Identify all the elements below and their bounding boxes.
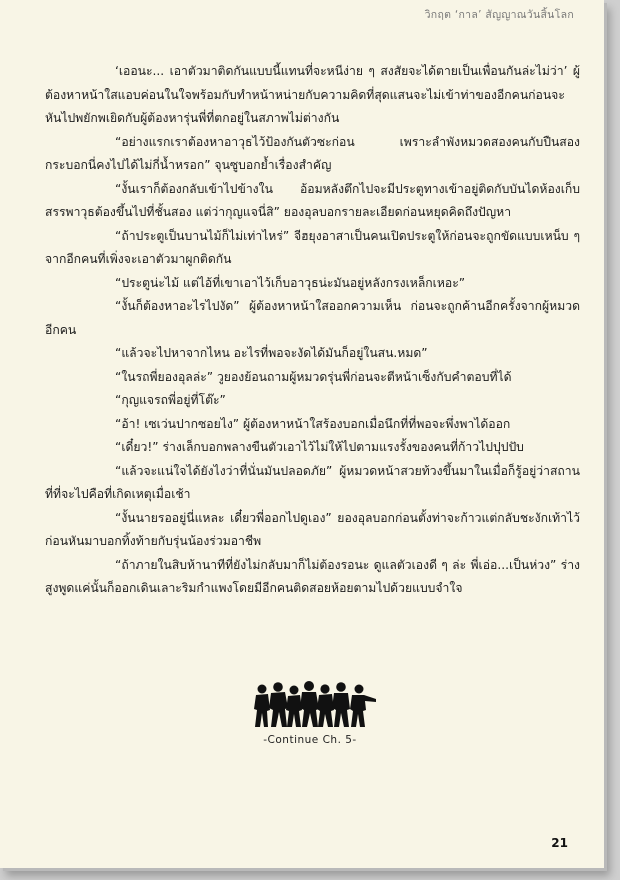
paragraph: “งั้นเราก็ต้องกลับเข้าไปข้างใน อ้อมหลังตึกไปจะมีประตูทางเข้าอยู่ติดกับบันไดห้องเก็บสรรพาวุธต้องขึ้นไปที่ชั้นสอง แต่ว่ากุญแจนี่สิ” ยองอุลบอกรายละเอียดก่อนหยุดคิดถึงปัญหา xyxy=(45,181,580,219)
paragraph: “ในรถพี่ยองอุลล่ะ” วูยองย้อนถามผู้หมวดรุ่นพี่ก่อนจะตีหน้าเซ็งกับคำตอบที่ได้ xyxy=(115,369,512,384)
paragraph: “งั้นนายรออยู่นี่แหละ เดี๋ยวพี่ออกไปดูเอง” ยองอุลบอกก่อนตั้งท่าจะก้าวแต่กลับชะงักเท้าไว้ก่อนหันมาบอกทิ้งท้ายกับรุ่นน้องร่วมอาชีพ xyxy=(45,510,580,548)
paragraph: “อ้า! เซเว่นปากซอยไง” ผู้ต้องหาหน้าใสร้องบอกเมื่อนึกที่ที่พอจะพึ่งพาได้ออก xyxy=(115,416,511,431)
paragraph: “ถ้าประตูเป็นบานไม้ก็ไม่เท่าไหร่” จีฮยุงอาสาเป็นคนเปิดประตูให้ก่อนจะถูกขัดแบบเหน็บ ๆ จากอีกคนที่เพิ่งจะเอาตัวมาผูกติดกัน xyxy=(45,228,580,266)
paragraph: ‘เออนะ... เอาตัวมาติดกันแบบนี้แทนที่จะหนีง่าย ๆ สงสัยจะได้ตายเป็นเพื่อนกันล่ะไม่ว่า’ ผู้ต้องหาหน้าใสแอบค่อนในใจพร้อมกับทำหน้าหน่ายกับความคิดที่สุดแสนจะไม่เข้าท่าของอีกคนก่อนจะหันไปพยักพเยิดกับผู้ต้องหารุ่นพี่ที่ตกอยู่ในสภาพไม่ต่างกัน xyxy=(45,64,580,125)
story-text xyxy=(45,60,580,601)
paragraph: “ประตูน่ะไม้ แต่ไอ้ที่เขาเอาไว้เก็บอาวุธน่ะมันอยู่หลังกรงเหล็กเหอะ” xyxy=(115,275,466,290)
paragraph: “อย่างแรกเราต้องหาอาวุธไว้ป้องกันตัวซะก่อน เพราะลำพังหมวดสองคนกับปืนสองกระบอกนี่คงไปได้ไม่กี่น้ำหรอก” จุนซูบอกย้ำเรื่องสำคัญ xyxy=(45,134,580,172)
continue-note: -Continue Ch. 5- xyxy=(263,734,357,746)
paragraph: “แล้วจะแน่ใจได้ยังไงว่าที่นั่นมันปลอดภัย” ผู้หมวดหน้าสวยท้วงขึ้นมาในเมื่อก็รู้อยู่ว่าสถานที่ที่จะไปคือที่เกิดเหตุเมื่อเช้า xyxy=(45,463,580,501)
paragraph: “ถ้าภายในสิบห้านาทีที่ยังไม่กลับมาก็ไม่ต้องรอนะ ดูแลตัวเองดี ๆ ล่ะ พี่เอ่อ...เป็นห่วง” ร่างสูงพูดแค่นั้นก็ออกเดินเลาะริมกำแพงโดยมีอีกคนติดสอยห้อยตามไปด้วยแบบจำใจ xyxy=(45,557,580,595)
paragraph: “แล้วจะไปหาจากไหน อะไรที่พอจะงัดได้มันก็อยู่ในสน.หมด” xyxy=(115,346,428,360)
paragraph: “เดี๋ยว!” ร่างเล็กบอกพลางขืนตัวเอาไว้ไม่ให้ไปตามแรงรั้งของคนที่ก้าวไปปุปปับ xyxy=(115,440,524,454)
paragraph: “งั้นก็ต้องหาอะไรไปงัด” ผู้ต้องหาหน้าใสออกความเห็น ก่อนจะถูกค้านอีกครั้งจากผู้หมวดอีกคน xyxy=(45,299,580,337)
paragraph: “กุญแจรถพี่อยู่ที่โต๊ะ” xyxy=(115,393,226,407)
running-header: วิกฤต ‘กาล’ สัญญาณวันสิ้นโลก xyxy=(424,9,574,21)
silhouette-group-illustration xyxy=(252,680,382,730)
page-number: 21 xyxy=(551,836,568,850)
